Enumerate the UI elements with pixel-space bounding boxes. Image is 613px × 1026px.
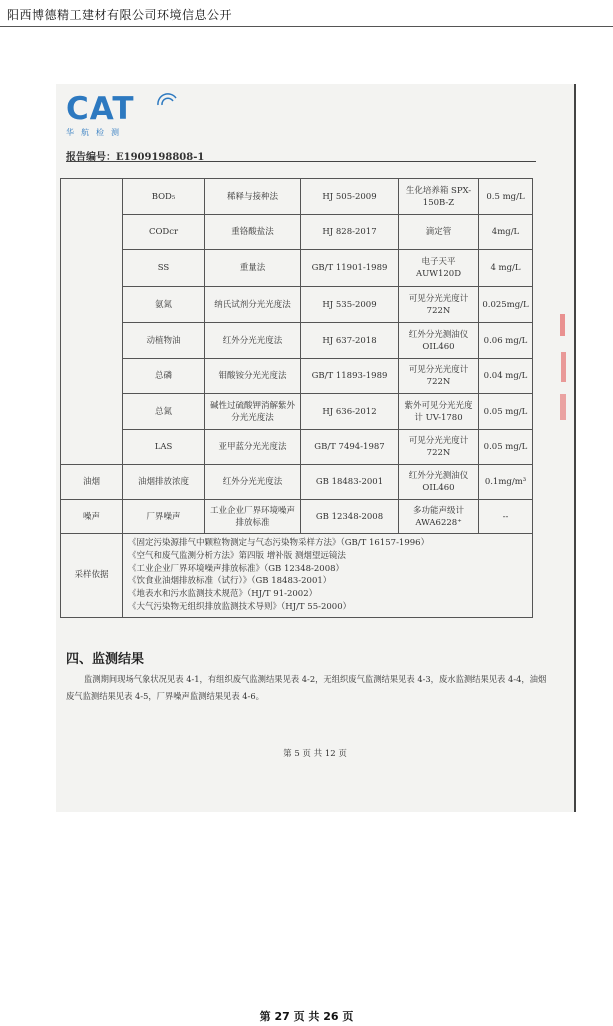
- standard-line: 《大气污染物无组织排放监测技术导则》（HJ/T 55-2000）: [128, 601, 352, 612]
- limit-cell: 0.04 mg/L: [479, 359, 533, 394]
- table-row: [61, 287, 533, 323]
- method-table: [60, 178, 533, 618]
- method-cell: 红外分光光度法: [205, 465, 301, 500]
- item-cell: 厂界噪声: [123, 500, 205, 534]
- table-row: [61, 179, 533, 215]
- standard-line: 《地表水和污水监测技术规范》（HJ/T 91-2002）: [128, 589, 318, 600]
- method-cell: 钼酸铵分光光度法: [205, 359, 301, 394]
- header-rule: [66, 161, 536, 162]
- page-header: [0, 0, 613, 27]
- table-row: [61, 394, 533, 430]
- standard-line: 《空气和废气监测分析方法》第四版 增补版 测烟望远镜法: [128, 550, 346, 561]
- red-stamp-edge: [560, 314, 568, 424]
- instrument-cell: 可见分光光度计 722N: [399, 287, 479, 323]
- standard-line: 《工业企业厂界环境噪声排放标准》（GB 12348-2008）: [128, 563, 345, 574]
- standard-cell: HJ 505-2009: [301, 179, 399, 215]
- signal-icon: [156, 92, 178, 106]
- category-cell: 噪声: [61, 500, 123, 534]
- section-heading: 四、监测结果: [66, 652, 145, 667]
- item-cell: 总氮: [123, 394, 205, 430]
- table-row-noise: [61, 500, 533, 534]
- table-row-oil-smoke: [61, 465, 533, 500]
- item-cell: LAS: [123, 430, 205, 465]
- item-cell: 氨氮: [123, 287, 205, 323]
- scanned-report-page: [56, 84, 576, 812]
- instrument-cell: 红外分光测油仪 OIL460: [399, 323, 479, 359]
- item-cell: 总磷: [123, 359, 205, 394]
- method-cell: 红外分光光度法: [205, 323, 301, 359]
- item-cell: 动植物油: [123, 323, 205, 359]
- limit-cell: 0.06 mg/L: [479, 323, 533, 359]
- standard-cell: GB 18483-2001: [301, 465, 399, 500]
- instrument-cell: 可见分光光度计 722N: [399, 359, 479, 394]
- standard-cell: HJ 535-2009: [301, 287, 399, 323]
- inner-page-number: 第 5 页 共 12 页: [283, 749, 347, 759]
- item-cell: 油烟排放浓度: [123, 465, 205, 500]
- limit-cell: --: [479, 500, 533, 534]
- instrument-cell: 生化培养箱 SPX-150B-Z: [399, 179, 479, 215]
- standard-line: 《饮食业油烟排放标准（试行）》（GB 18483-2001）: [128, 576, 332, 587]
- logo-subtitle: 华航检测: [66, 128, 126, 137]
- standard-cell: GB 12348-2008: [301, 500, 399, 534]
- standard-cell: GB/T 7494-1987: [301, 430, 399, 465]
- method-cell: 重铬酸盐法: [205, 215, 301, 250]
- table-row: [61, 430, 533, 465]
- instrument-cell: 多功能声级计 AWA6228⁺: [399, 500, 479, 534]
- standard-cell: GB/T 11893-1989: [301, 359, 399, 394]
- category-cell: [61, 179, 123, 465]
- standard-line: 《固定污染源排气中颗粒物测定与气态污染物采样方法》（GB/T 16157-1996）: [128, 538, 430, 548]
- item-cell: CODcr: [123, 215, 205, 250]
- cat-logo: [66, 91, 135, 138]
- method-cell: 纳氏试剂分光光度法: [205, 287, 301, 323]
- method-cell: 重量法: [205, 250, 301, 287]
- standard-cell: HJ 636-2012: [301, 394, 399, 430]
- category-cell: 油烟: [61, 465, 123, 500]
- limit-cell: 0.025mg/L: [479, 287, 533, 323]
- table-row: [61, 359, 533, 394]
- table-row: [61, 250, 533, 287]
- table-row: [61, 323, 533, 359]
- limit-cell: 4mg/L: [479, 215, 533, 250]
- section-paragraph: 监测期间现场气象状况见表 4-1，有组织废气监测结果见表 4-2，无组织废气监测结果见表 4-3，废水监测结果见表 4-4，油烟废气监测结果见表 4-5，厂界噪声监测结果见表 4-6。: [66, 674, 547, 701]
- sampling-label: 采样依据: [61, 534, 123, 618]
- instrument-cell: 紫外可见分光光度计 UV-1780: [399, 394, 479, 430]
- standard-cell: HJ 828-2017: [301, 215, 399, 250]
- instrument-cell: 可见分光光度计 722N: [399, 430, 479, 465]
- method-cell: 稀释与接种法: [205, 179, 301, 215]
- company-title: 阳西博德精工建材有限公司环境信息公开: [7, 8, 233, 22]
- sampling-standards: [123, 534, 533, 618]
- page-footer: 第 27 页 共 26 页: [259, 1010, 354, 1023]
- limit-cell: 4 mg/L: [479, 250, 533, 287]
- instrument-cell: 红外分光测油仪 OIL460: [399, 465, 479, 500]
- limit-cell: 0.05 mg/L: [479, 394, 533, 430]
- table-row: [61, 215, 533, 250]
- instrument-cell: 滴定管: [399, 215, 479, 250]
- standard-cell: HJ 637-2018: [301, 323, 399, 359]
- table-row-sampling: [61, 534, 533, 618]
- limit-cell: 0.05 mg/L: [479, 430, 533, 465]
- method-cell: 亚甲蓝分光光度法: [205, 430, 301, 465]
- logo-brand: CAT: [66, 91, 135, 127]
- limit-cell: 0.1mg/m³: [479, 465, 533, 500]
- method-cell: 碱性过硫酸钾消解紫外分光光度法: [205, 394, 301, 430]
- standard-cell: GB/T 11901-1989: [301, 250, 399, 287]
- item-cell: SS: [123, 250, 205, 287]
- method-cell: 工业企业厂界环境噪声排放标准: [205, 500, 301, 534]
- report-number: 报告编号：E1909198808-1: [66, 152, 205, 163]
- limit-cell: 0.5 mg/L: [479, 179, 533, 215]
- instrument-cell: 电子天平 AUW120D: [399, 250, 479, 287]
- item-cell: BOD₅: [123, 179, 205, 215]
